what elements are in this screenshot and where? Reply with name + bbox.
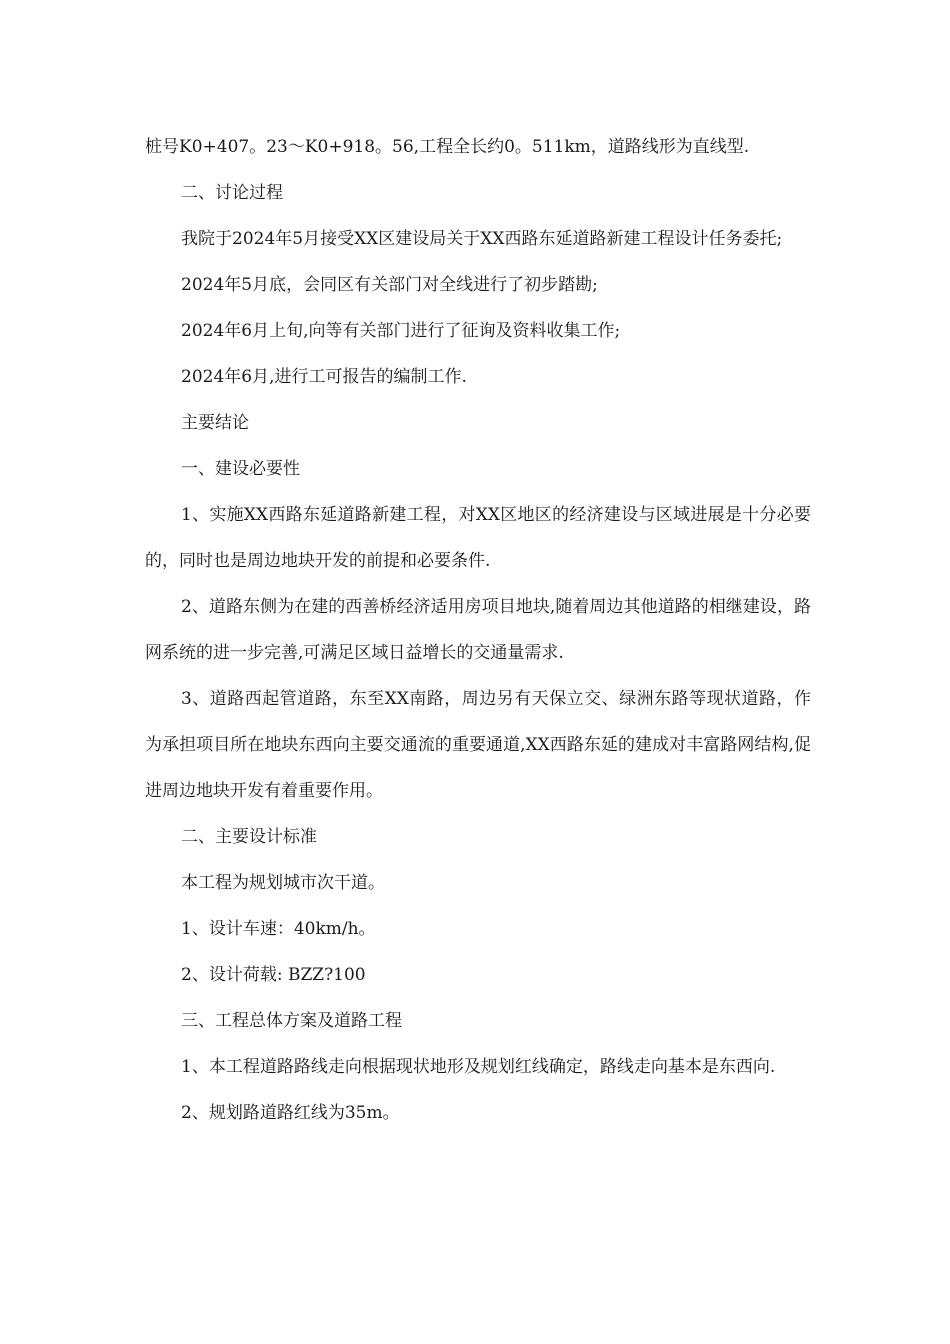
paragraph-6: 2024年6月,进行工可报告的编制工作. [181, 367, 467, 387]
document-body [145, 124, 811, 1136]
section-heading-design-standards: 二、主要设计标准 [181, 827, 317, 847]
section-heading-overall-scheme: 三、工程总体方案及道路工程 [181, 1011, 402, 1031]
paragraph-13: 本工程为规划城市次干道。 [181, 873, 385, 893]
section-heading-main-conclusions: 主要结论 [181, 413, 249, 433]
paragraph-5: 2024年6月上旬,向等有关部门进行了征询及资料收集工作; [181, 321, 621, 341]
paragraph-4: 2024年5月底，会同区有关部门对全线进行了初步踏勘; [181, 275, 598, 295]
paragraph-11: 3、道路西起管道路，东至XX南路，周边另有天保立交、绿洲东路等现状道路，作为承担项目所在地块东西向主要交通流的重要通道,XX西路东延的建成对丰富路网结构,促进周边地块开发有着重要作用。 [145, 689, 811, 801]
section-heading-necessity: 一、建设必要性 [181, 459, 300, 479]
paragraph-1: 桩号K0+407。23～K0+918。56,工程全长约0。511km，道路线形为直线型. [145, 137, 750, 157]
paragraph-14: 1、设计车速：40km/h。 [181, 919, 376, 939]
paragraph-10: 2、道路东侧为在建的西善桥经济适用房项目地块,随着周边其他道路的相继建设，路网系统的进一步完善,可满足区域日益增长的交通量需求. [145, 597, 811, 663]
paragraph-18: 2、规划路道路红线为35m。 [181, 1103, 400, 1123]
paragraph-9: 1、实施XX西路东延道路新建工程，对XX区地区的经济建设与区域进展是十分必要的，同时也是周边地块开发的前提和必要条件. [145, 505, 811, 571]
paragraph-17: 1、本工程道路路线走向根据现状地形及规划红线确定，路线走向基本是东西向. [181, 1057, 776, 1077]
section-heading-discussion: 二、讨论过程 [181, 183, 283, 203]
paragraph-15: 2、设计荷载: BZZ?100 [181, 965, 366, 985]
paragraph-3: 我院于2024年5月接受XX区建设局关于XX西路东延道路新建工程设计任务委托; [181, 229, 783, 249]
